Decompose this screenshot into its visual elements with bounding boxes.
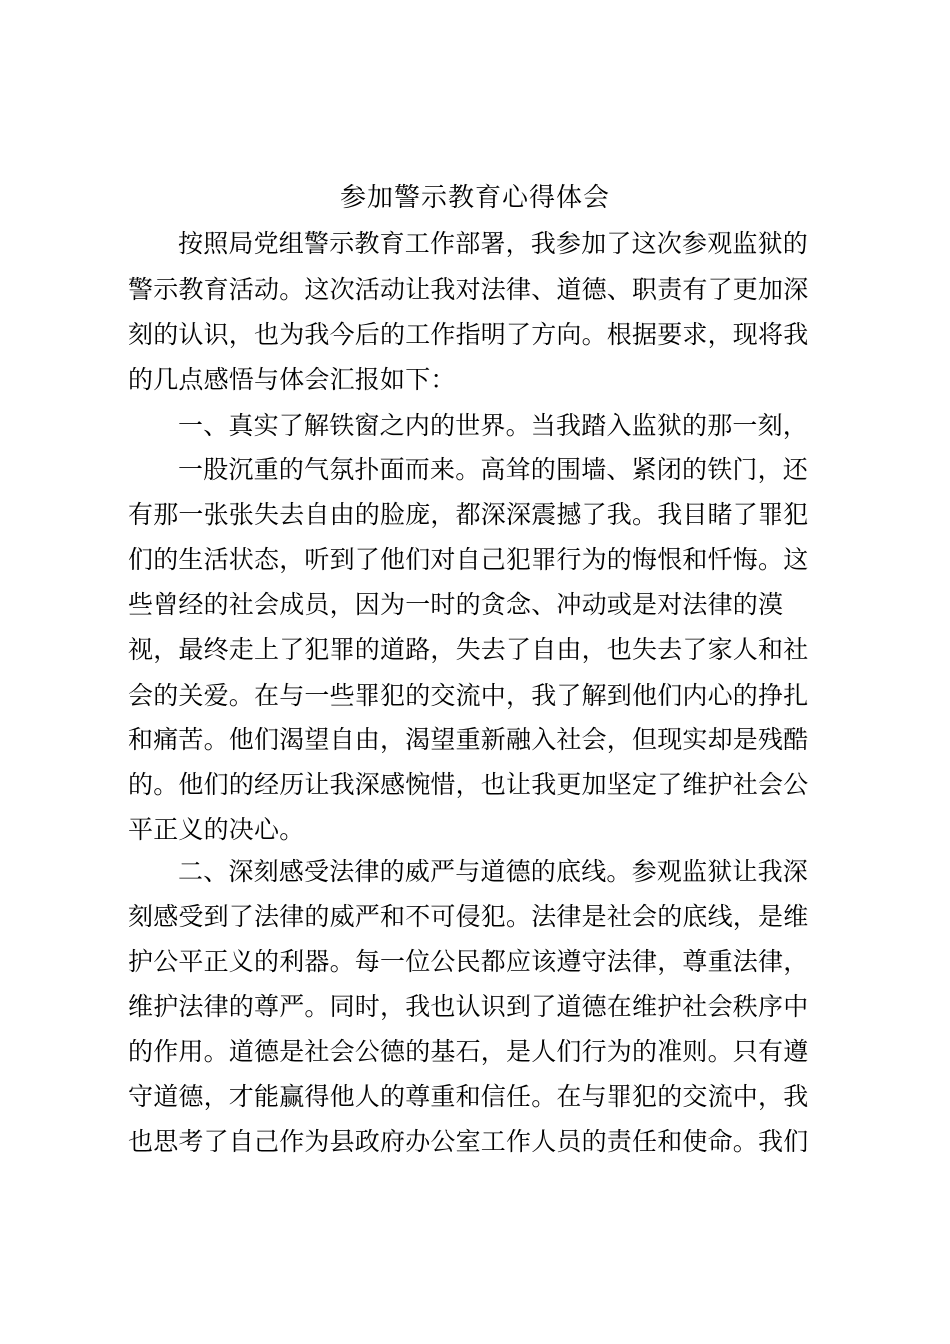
paragraph-line: 按照局党组警示教育工作部署，我参加了这次参观监狱的	[178, 229, 809, 258]
paragraph-line: 的。他们的经历让我深感惋惜，也让我更加坚定了维护社会公	[128, 770, 809, 799]
paragraph-line: 的几点感悟与体会汇报如下：	[128, 365, 456, 394]
paragraph-line: 刻的认识，也为我今后的工作指明了方向。根据要求，现将我	[128, 320, 809, 349]
paragraph-line: 视，最终走上了犯罪的道路，失去了自由，也失去了家人和社	[128, 635, 809, 664]
paragraph-line: 刻感受到了法律的威严和不可侵犯。法律是社会的底线，是维	[128, 902, 809, 931]
paragraph-line: 和痛苦。他们渴望自由，渴望重新融入社会，但现实却是残酷	[128, 725, 809, 754]
paragraph-line: 平正义的决心。	[128, 815, 305, 844]
paragraph-line: 些曾经的社会成员，因为一时的贪念、冲动或是对法律的漠	[128, 590, 784, 619]
paragraph-line: 一、真实了解铁窗之内的世界。当我踏入监狱的那一刻，	[178, 411, 809, 440]
paragraph-line: 维护法律的尊严。同时，我也认识到了道德在维护社会秩序中	[128, 992, 809, 1021]
paragraph-line: 会的关爱。在与一些罪犯的交流中，我了解到他们内心的挣扎	[128, 681, 809, 710]
paragraph-line: 一股沉重的气氛扑面而来。高耸的围墙、紧闭的铁门，还	[178, 455, 809, 484]
paragraph-line: 守道德，才能赢得他人的尊重和信任。在与罪犯的交流中，我	[128, 1082, 809, 1111]
document-title: 参加警示教育心得体会	[339, 183, 610, 213]
paragraph-line: 警示教育活动。这次活动让我对法律、道德、职责有了更加深	[128, 275, 809, 304]
paragraph-line: 们的生活状态，听到了他们对自己犯罪行为的悔恨和忏悔。这	[128, 545, 809, 574]
paragraph-line: 护公平正义的利器。每一位公民都应该遵守法律，尊重法律，	[128, 947, 809, 976]
paragraph-line: 有那一张张失去自由的脸庞，都深深震撼了我。我目睹了罪犯	[128, 500, 809, 529]
paragraph-line: 二、深刻感受法律的威严与道德的底线。参观监狱让我深	[178, 857, 809, 886]
paragraph-line: 的作用。道德是社会公德的基石，是人们行为的准则。只有遵	[128, 1037, 809, 1066]
paragraph-line: 也思考了自己作为县政府办公室工作人员的责任和使命。我们	[128, 1127, 809, 1156]
